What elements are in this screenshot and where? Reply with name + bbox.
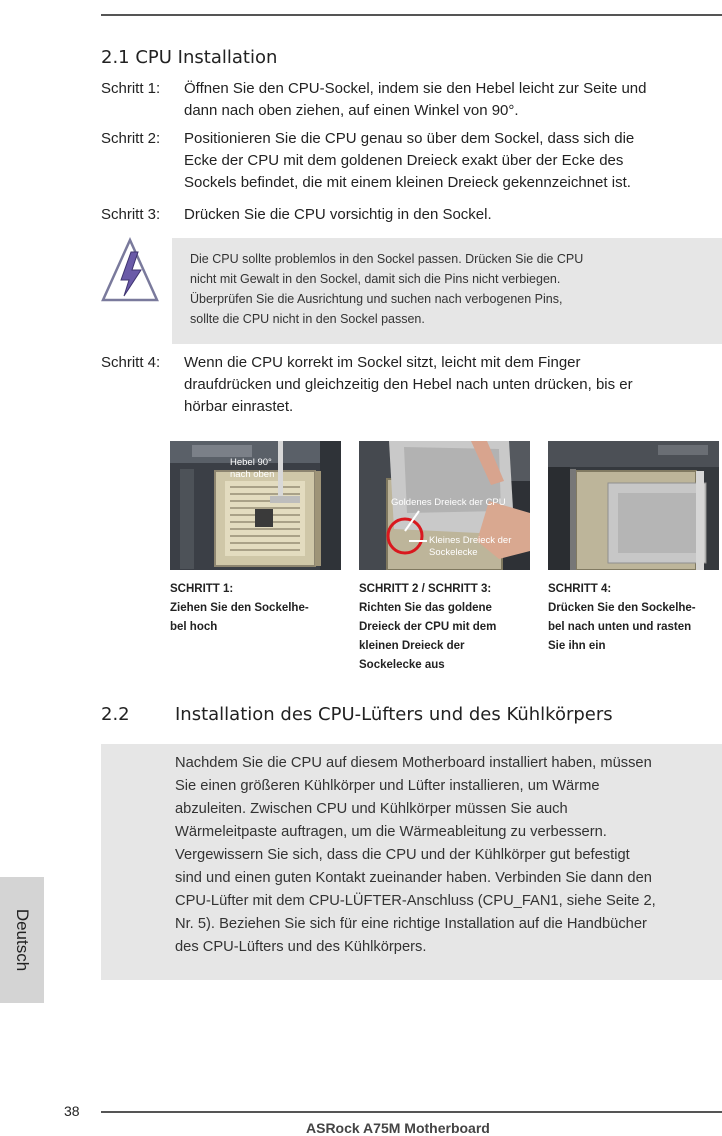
caption-step-1: SCHRITT 1: Ziehen Sie den Sockelhe- bel hoch: [170, 583, 309, 633]
photo-socket-lever-up: [170, 441, 341, 570]
top-rule: [101, 14, 722, 16]
caption-step-4: SCHRITT 4: Drücken Sie den Sockelhe- bel nach unten und rasten Sie ihn ein: [548, 583, 696, 652]
step-4-text: Wenn die CPU korrekt im Sockel sitzt, leicht mit dem Finger draufdrücken und gleichzeitig den Hebel nach unten drücken, bis er hörbar einrastet.: [184, 354, 633, 415]
photo-2-overlay-socket: Kleines Dreieck der Sockelecke: [429, 535, 512, 558]
step-2-label: Schritt 2:: [101, 130, 161, 147]
warning-lightning-icon: [100, 236, 160, 306]
step-1-text: Öffnen Sie den CPU-Sockel, indem sie den Hebel leicht zur Seite und dann nach oben ziehen, auf einen Winkel von 90°.: [184, 80, 647, 119]
step-2-text: Positionieren Sie die CPU genau so über dem Sockel, dass sich die Ecke der CPU mit dem goldenen Dreieck exakt über der Ecke des Sockels befindet, die mit einem kleinen Dreieck gekennzeichnet ist.: [184, 130, 635, 191]
step-1-label: Schritt 1:: [101, 80, 161, 97]
warning-text: Die CPU sollte problemlos in den Sockel passen. Drücken Sie die CPU nicht mit Gewalt in den Sockel, damit sich die Pins nicht verbiegen. Überprüfen Sie die Ausrichtung und suchen nach verbogenen Pins, sollte die CPU nicht in den Sockel passen.: [190, 252, 584, 326]
section-heading-cpu-installation: 2.1 CPU Installation: [101, 47, 278, 68]
section-heading-fan-installation: Installation des CPU-Lüfters und des Kühlkörpers: [175, 704, 613, 725]
section-number-2-2: 2.2: [101, 704, 130, 725]
footer-title: ASRock A75M Motherboard: [306, 1120, 490, 1136]
caption-step-2-3: SCHRITT 2 / SCHRITT 3: Richten Sie das goldene Dreieck der CPU mit dem kleinen Dreieck der Sockelecke aus: [359, 583, 497, 671]
photo-2-overlay-cpu: Goldenes Dreieck der CPU: [391, 497, 506, 508]
photo-cpu-alignment: [359, 441, 530, 570]
step-3-text: Drücken Sie die CPU vorsichtig in den Sockel.: [184, 206, 492, 223]
info-text: Nachdem Sie die CPU auf diesem Motherboard installiert haben, müssen Sie einen größeren Kühlkörper und Lüfter installieren, um Wärme abzuleiten. Zwischen CPU und Kühlkörper müssen Sie auch Wärmeleitpaste auftragen, um die Wärmeableitung zu verbessern. Vergewissern Sie sich, dass die CPU und der Kühlkörper gut befestigt sind und einen guten Kontakt zueinander haben. Verbinden Sie dann den CPU-Lüfter mit dem CPU-LÜFTER-Anschluss (CPU_FAN1, siehe Seite 2, Nr. 5). Beziehen Sie sich für eine richtige Installation auf die Handbücher des CPU-Lüfters und des Kühlkörpers.: [175, 755, 656, 955]
page-number: 38: [64, 1103, 80, 1119]
language-side-label: Deutsch: [13, 908, 32, 972]
step-4-label: Schritt 4:: [101, 354, 161, 371]
photo-lever-down: [548, 441, 719, 570]
bottom-rule: [101, 1111, 722, 1113]
photo-1-overlay: Hebel 90° nach oben: [230, 457, 275, 480]
step-3-label: Schritt 3:: [101, 206, 161, 223]
